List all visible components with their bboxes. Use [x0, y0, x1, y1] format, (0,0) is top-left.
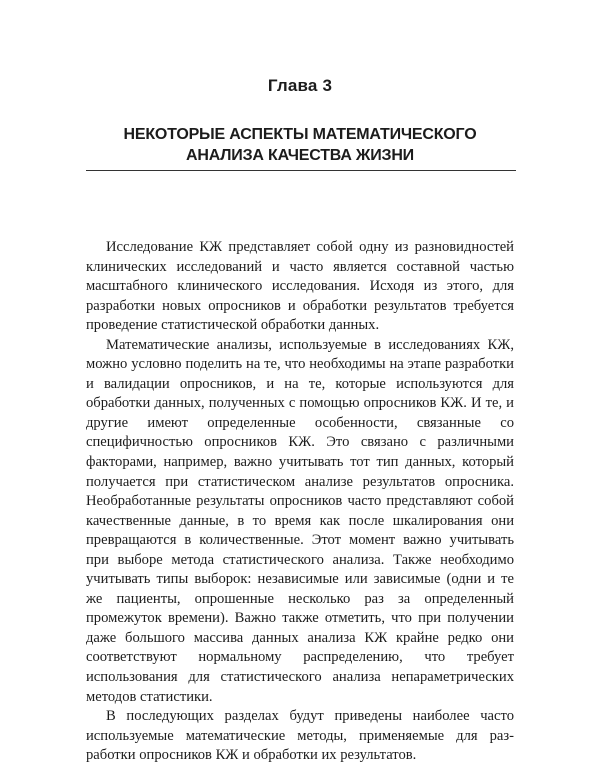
chapter-title-line-1: НЕКОТОРЫЕ АСПЕКТЫ МАТЕМАТИЧЕСКОГО	[123, 126, 477, 143]
chapter-title-line-2: АНАЛИЗА КАЧЕСТВА ЖИЗНИ	[186, 147, 414, 164]
paragraph-1: Исследование КЖ представляет собой одну из разновидностей клинических исследований и часто является составной частью масштабного клинического исследования. Исходя из этого, для разработки новых опросников и обработки результатов требуется проведение статистической обработки данных.	[86, 239, 514, 334]
paragraph-3: В последующих разделах будут приведены наиболее часто используемые математические методы, применяемые для разработки опросников КЖ и обработки их результатов.	[86, 708, 514, 764]
chapter-title	[80, 124, 520, 166]
title-underline-rule	[86, 170, 516, 171]
paragraph-2: Математические анализы, используемые в исследованиях КЖ, можно условно поделить на те, что необходимы на этапе разработки и валидации опросников, и на те, которые используются для обработки данных, полученных с помощью опросников КЖ. И те, и другие имеют определенные особенности, связанные со специфичностью опросников КЖ. Это связано с различными факторами, например, важно учитывать тот тип данных, который получается при статистическом анализе результатов опросника. Необработанные результаты опросников часто представляют собой качественные данные, в то время как после шкалирования они превращаются в количественные. Этот момент важно учитывать при выборе метода статистического анализа. Также необходимо учитывать типы выборок: независимые или зависимые (одни и те же пациенты, опрошенные несколько раз за определенный промежуток времени). Важно также отметить, что при получении даже большого массива данных анализа КЖ крайне редко они соответствуют нормальному распределению, что требует использования для статистического анализа непараметрических методов статистики.	[86, 336, 514, 705]
chapter-number: Глава 3	[267, 76, 333, 95]
chapter-body-text	[86, 238, 514, 766]
